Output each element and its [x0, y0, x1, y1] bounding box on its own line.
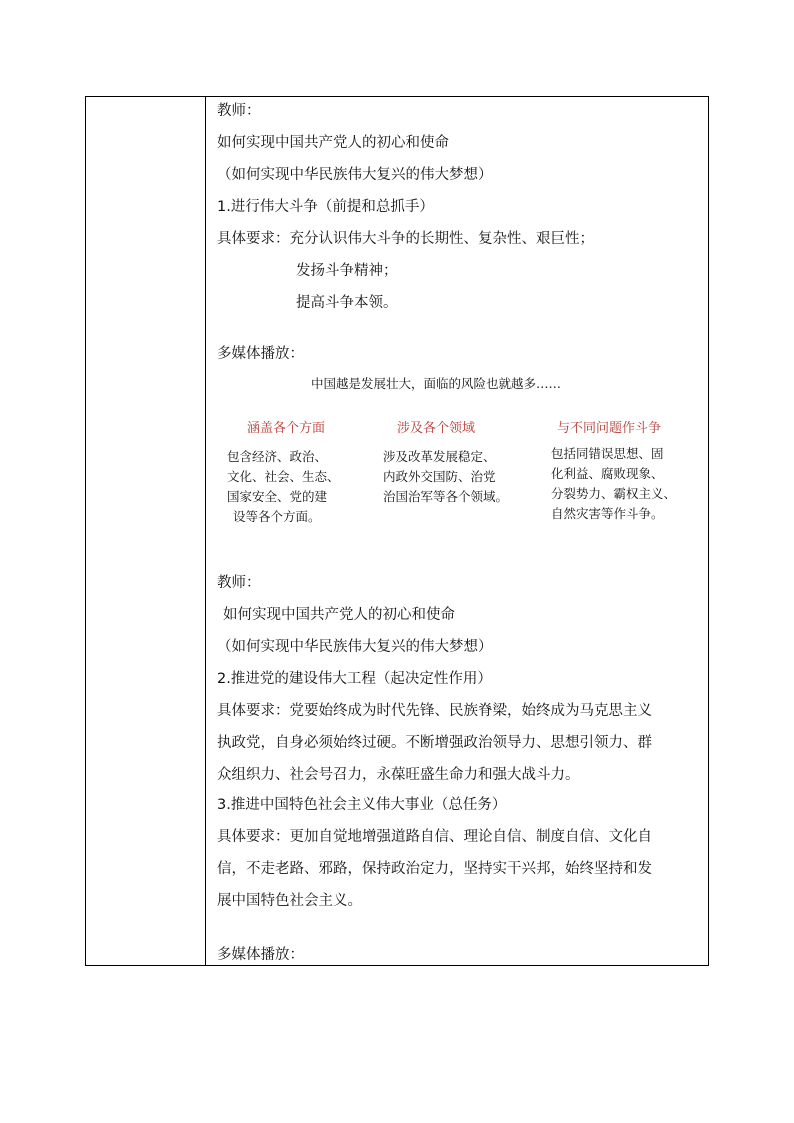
mm-heading-aspects: 涵盖各个方面 — [247, 421, 326, 436]
mm-line: 设等各个方面。 — [233, 509, 321, 524]
mm-line: 涉及改革发展稳定、 — [383, 449, 496, 464]
mm-line: 自然灾害等作斗争。 — [551, 506, 664, 521]
point-2-heading: 2.推进党的建设伟大工程（起决定性作用） — [217, 671, 492, 687]
requirement-2-line-1: 具体要求：党要始终成为时代先锋、民族脊梁，始终成为马克思主义 — [217, 703, 652, 719]
mm-heading-struggle: 与不同问题作斗争 — [557, 421, 662, 436]
question-line-4: （如何实现中华民族伟大复兴的伟大梦想） — [217, 639, 493, 655]
requirement-1-line-3: 提高斗争本领。 — [296, 295, 398, 311]
multimedia-lead-text: 中国越是发展壮大，面临的风险也就越多…… — [311, 376, 562, 391]
mm-line: 文化、社会、生态、 — [227, 469, 340, 484]
point-1-heading: 1.进行伟大斗争（前提和总抓手） — [217, 199, 434, 215]
mm-line: 国家安全、党的建 — [227, 489, 328, 504]
mm-line: 化利益、腐败现象、 — [551, 466, 664, 481]
mm-line: 包含经济、政治、 — [227, 449, 328, 464]
requirement-2-line-3: 众组织力、社会号召力，永葆旺盛生命力和强大战斗力。 — [217, 767, 580, 783]
requirement-2-line-2: 执政党，自身必须始终过硬。不断增强政治领导力、思想引领力、群 — [217, 735, 652, 751]
mm-line: 治国治军等各个领域。 — [383, 489, 509, 504]
question-line-1: 如何实现中国共产党人的初心和使命 — [217, 135, 449, 151]
mm-line: 分裂势力、霸权主义、 — [551, 486, 677, 501]
requirement-1-line-2: 发扬斗争精神； — [296, 263, 398, 279]
mm-heading-fields: 涉及各个领域 — [397, 421, 476, 436]
requirement-3-line-3: 展中国特色社会主义。 — [217, 893, 362, 909]
teacher-label-2: 教师： — [217, 575, 261, 591]
mm-column-struggle — [551, 444, 676, 524]
requirement-3-line-2: 信，不走老路、邪路，保持政治定力，坚持实干兴邦，始终坚持和发 — [217, 861, 652, 877]
requirement-1-line-1: 具体要求：充分认识伟大斗争的长期性、复杂性、艰巨性； — [217, 231, 594, 247]
left-column-cell — [86, 97, 206, 965]
mm-line: 内政外交国防、治党 — [383, 469, 496, 484]
mm-line: 包括同错误思想、固 — [551, 446, 664, 461]
multimedia-label-1: 多媒体播放： — [217, 346, 304, 362]
question-line-3: 如何实现中国共产党人的初心和使命 — [223, 607, 455, 623]
point-3-heading: 3.推进中国特色社会主义伟大事业（总任务） — [217, 797, 507, 813]
teacher-label-1: 教师： — [217, 103, 261, 119]
mm-column-fields — [383, 447, 508, 507]
multimedia-label-2: 多媒体播放： — [217, 947, 304, 963]
content-cell — [207, 97, 708, 965]
lesson-table — [85, 96, 709, 966]
mm-column-aspects — [227, 447, 340, 527]
requirement-3-line-1: 具体要求：更加自觉地增强道路自信、理论自信、制度自信、文化自 — [217, 829, 652, 845]
question-line-2: （如何实现中华民族伟大复兴的伟大梦想） — [217, 167, 493, 183]
